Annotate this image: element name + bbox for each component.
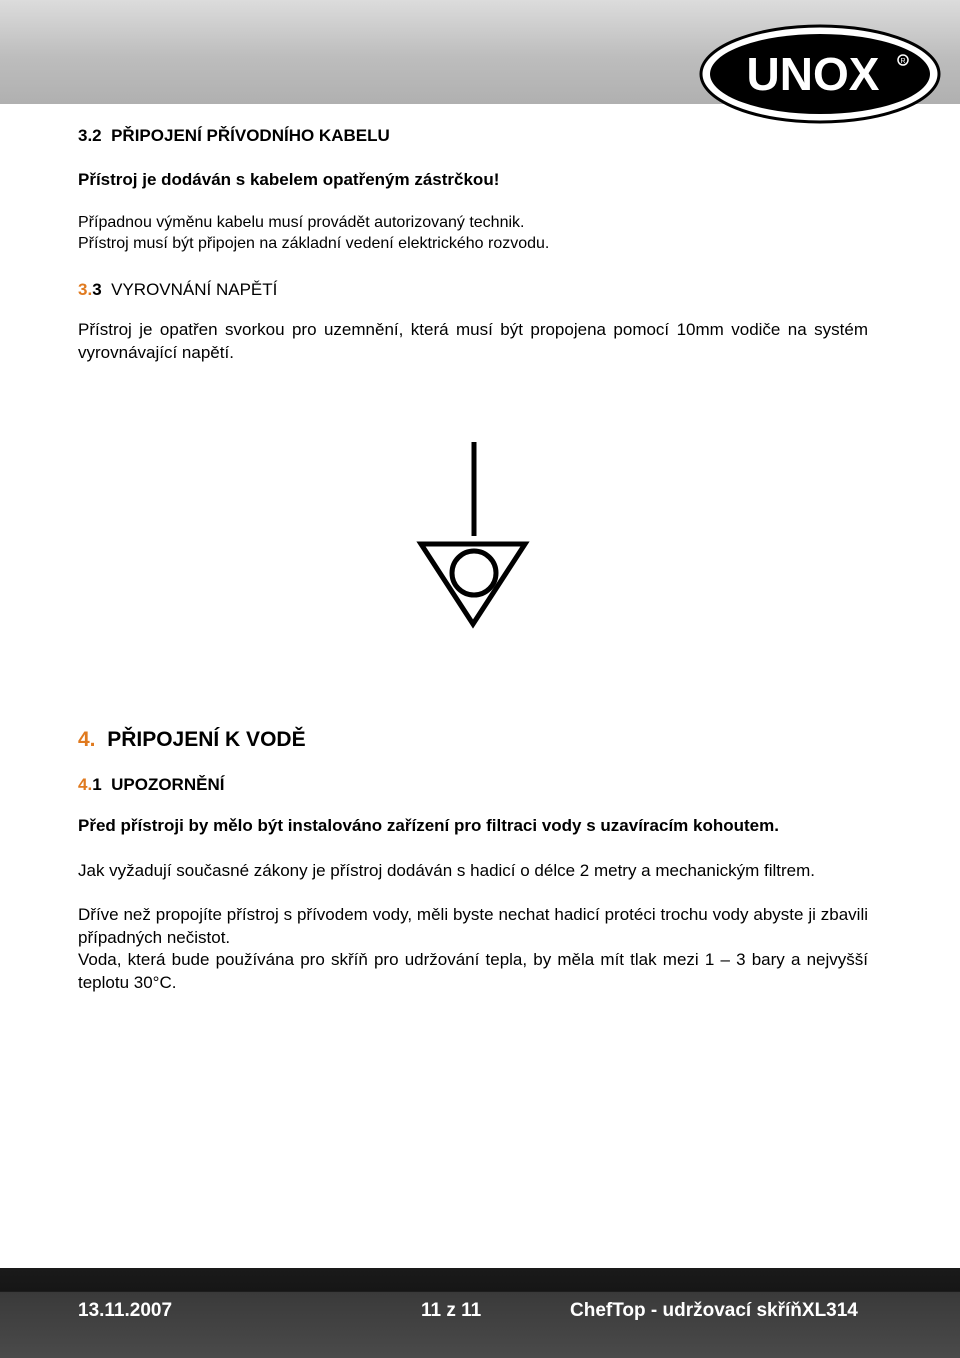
section-4-1-heading	[78, 775, 224, 795]
logo-text: UNOX	[746, 48, 880, 100]
water-spec-text: Voda, která bude používána pro skříň pro udržování tepla, by měla mít tlak mezi 1 – 3 bary a nejvyšší teplotu 30°C.	[78, 950, 868, 992]
section-3-2-heading	[78, 126, 390, 146]
section-3-2-number: 3.2	[78, 126, 102, 145]
hose-text: Jak vyžadují současné zákony je přístroj dodáván s hadicí o délce 2 metry a mechanickým filtrem.	[78, 861, 816, 880]
svg-text:R: R	[900, 58, 906, 65]
section-3-2-title: PŘIPOJENÍ PŘÍVODNÍHO KABELU	[111, 126, 390, 145]
section-3-3-heading	[78, 280, 277, 300]
section-4-1-number-prefix: 4.	[78, 775, 93, 794]
footer-page-number: 11 z 11	[421, 1300, 482, 1321]
footer-product-name: ChefTop - udržovací skříňXL314	[570, 1300, 858, 1321]
grounding-text: Přístroj je opatřen svorkou pro uzemnění, která musí být propojena pomocí 10mm vodiče na systém vyrovnávající napětí.	[78, 320, 868, 362]
flush-text: Dříve než propojíte přístroj s přívodem vody, měli byste nechat hadicí protéci trochu vody abyste ji zbavili případných nečistot.	[78, 905, 868, 947]
section-4-heading	[78, 728, 306, 752]
section-4-number: 4.	[78, 728, 96, 751]
filter-warning: Před přístroji by mělo být instalováno zařízení pro filtraci vody s uzavíracím kohoutem.	[78, 816, 779, 835]
cable-connect-text: Přístroj musí být připojen na základní vedení elektrického rozvodu.	[78, 235, 550, 252]
unox-logo	[698, 20, 942, 128]
section-3-3-title: VYROVNÁNÍ NAPĚTÍ	[111, 280, 278, 299]
section-3-3-number-suffix: 3	[92, 280, 102, 299]
section-4-title: PŘIPOJENÍ K VODĚ	[107, 728, 306, 751]
cable-note: Přístroj je dodáván s kabelem opatřeným zástrčkou!	[78, 170, 500, 189]
equipotential-bonding-symbol-icon	[415, 440, 531, 630]
section-4-1-number-suffix: 1	[92, 775, 102, 794]
footer-date: 13.11.2007	[78, 1300, 173, 1321]
section-3-3-number-prefix: 3.	[78, 280, 93, 299]
cable-replace-text: Případnou výměnu kabelu musí provádět autorizovaný technik.	[78, 214, 525, 231]
section-4-1-title: UPOZORNĚNÍ	[111, 775, 225, 794]
